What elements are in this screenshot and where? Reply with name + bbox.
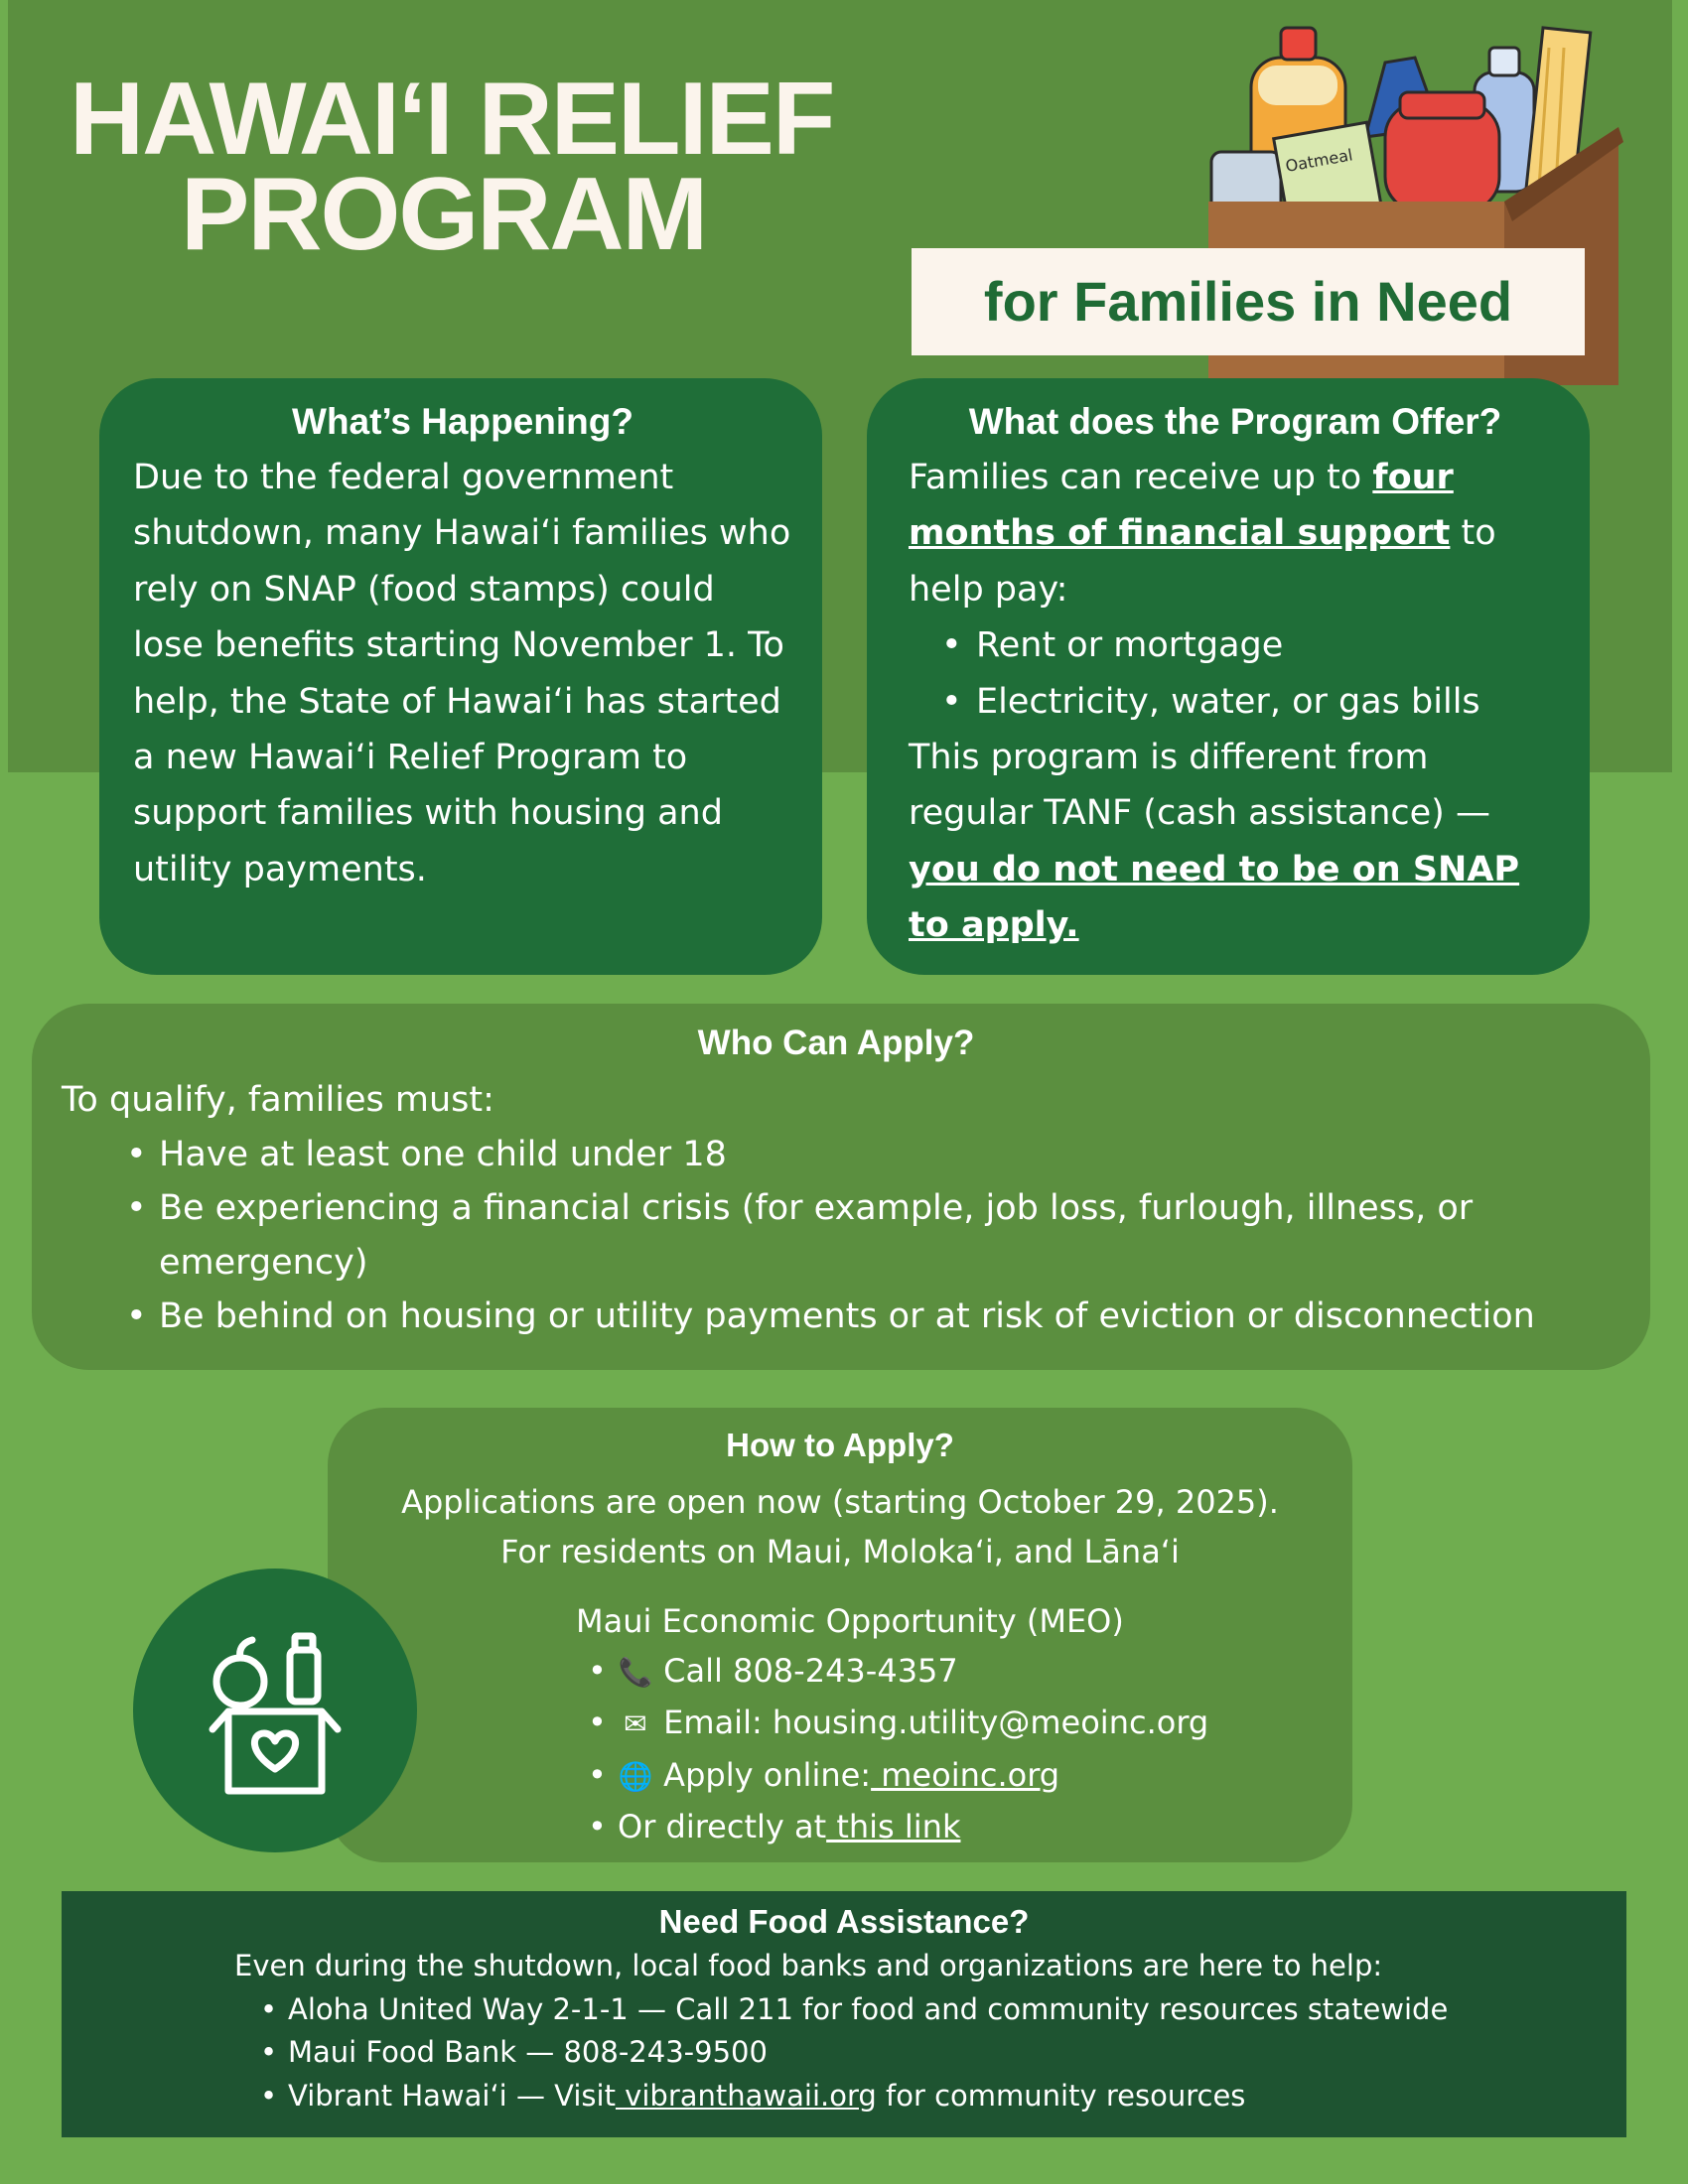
whats-happening-body: Due to the federal government shutdown, many Hawaiʻi families who rely on SNAP (food stamps) could lose benefits starting November 1. To help, the State of Hawaiʻi has started a new Hawaiʻi Relief Program to support families with housing and utility payments. (133, 458, 791, 889)
whats-happening-card (99, 378, 822, 975)
vibrant-hawaii-end: for community resources (876, 2078, 1246, 2113)
vibranthawaii-link[interactable]: vibranthawaii.org (615, 2078, 877, 2113)
list-item (576, 1698, 1333, 1749)
program-offer-note (909, 730, 1562, 954)
program-offer-heading: What does the Program Offer? (968, 401, 1502, 442)
direct-label: Or directly at (618, 1807, 827, 1845)
food-box-icon (203, 1630, 348, 1795)
offer-duration-emphasis: four months of financial support (909, 458, 1454, 554)
this-link[interactable]: this link (826, 1807, 961, 1845)
list-item: • Aloha United Way 2-1-1 — Call 211 for food and community resources statewide (171, 1988, 1626, 2032)
offer-intro-text: Families can receive up to (909, 458, 1373, 497)
food-assistance-intro: Even during the shutdown, local food banks and organizations are here to help: (234, 1949, 1383, 1982)
food-box-badge (133, 1569, 417, 1852)
list-item: • Be behind on housing or utility payments or at risk of eviction or disconnection (62, 1290, 1611, 1344)
email-label: Email: (663, 1704, 773, 1742)
apply-contact-list (576, 1646, 1333, 1851)
list-item: • Have at least one child under 18 (62, 1128, 1611, 1182)
list-item: • Rent or mortgage (909, 617, 1562, 673)
apply-online-label: Apply online: (663, 1755, 872, 1794)
meoinc-link[interactable]: meoinc.org (871, 1755, 1060, 1794)
offer-intro-end: to help pay: (909, 513, 1496, 610)
oatmeal-label: Oatmeal (1284, 145, 1354, 176)
list-item: • Maui Food Bank — 808-243-9500 (171, 2031, 1626, 2075)
list-item (576, 1750, 1333, 1802)
how-to-apply-heading: How to Apply? (726, 1427, 954, 1463)
food-assistance-heading: Need Food Assistance? (658, 1903, 1030, 1940)
offer-note-text: This program is different from regular TANF (cash assistance) — (909, 738, 1490, 834)
program-offer-intro (909, 450, 1562, 617)
phone-icon: 📞 (618, 1656, 653, 1689)
email-link[interactable]: housing.utility@meoinc.org (772, 1704, 1209, 1742)
vibrant-hawaii-text: Vibrant Hawaiʻi — Visit (288, 2078, 616, 2113)
offer-note-emphasis: you do not need to be on SNAP to apply. (909, 849, 1520, 946)
residents-text: For residents on Maui, Molokaʻi, and Lānaʻi (500, 1533, 1180, 1570)
meo-org-name: Maui Economic Opportunity (MEO) (576, 1602, 1124, 1640)
envelope-icon: ✉ (624, 1707, 647, 1741)
who-can-apply-card (32, 1004, 1650, 1370)
list-item (576, 1646, 1333, 1698)
offer-list (909, 617, 1562, 730)
program-offer-card (867, 378, 1590, 975)
list-item: • Electricity, water, or gas bills (909, 674, 1562, 730)
how-to-apply-card (328, 1408, 1352, 1862)
subtitle-banner: for Families in Need (912, 248, 1585, 355)
who-can-apply-intro: To qualify, families must: (62, 1080, 494, 1120)
food-assistance-box (62, 1891, 1626, 2137)
list-item: • Be experiencing a financial crisis (for example, job loss, furlough, illness, or emergency) (62, 1181, 1611, 1290)
globe-icon: 🌐 (618, 1759, 653, 1793)
list-item (576, 1802, 1333, 1851)
call-number[interactable]: Call 808-243-4357 (663, 1652, 958, 1690)
eligibility-list (62, 1128, 1611, 1344)
whats-happening-heading: What’s Happening? (292, 401, 633, 442)
list-item (171, 2075, 1626, 2118)
applications-open-text: Applications are open now (starting October 29, 2025). (401, 1483, 1279, 1521)
who-can-apply-heading: Who Can Apply? (697, 1024, 975, 1062)
page-title (70, 62, 834, 272)
title-line-2: PROGRAM (181, 157, 707, 272)
food-resources-list (171, 1988, 1626, 2118)
title-line-1: HAWAIʻI RELIEF (70, 62, 834, 177)
